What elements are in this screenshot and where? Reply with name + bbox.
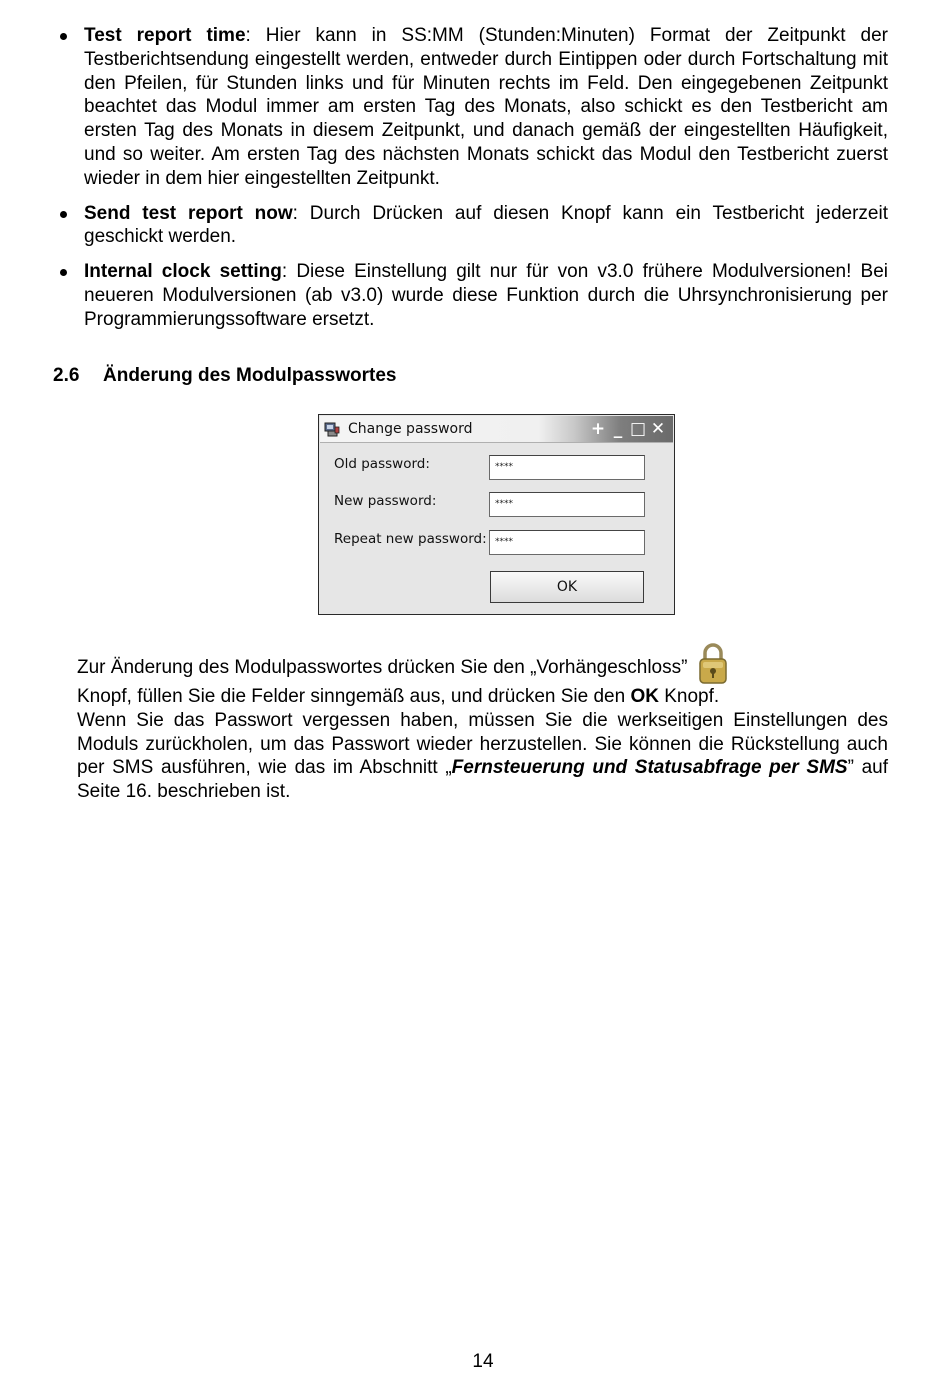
app-icon — [324, 421, 340, 437]
bullet-term: Test report time — [84, 25, 246, 46]
change-password-dialog — [318, 414, 675, 615]
paragraph-text: Knopf, füllen Sie die Felder sinngemäß aus, und drücken Sie den — [77, 686, 631, 707]
paragraph-line-3 — [77, 709, 888, 804]
minimize-icon[interactable]: _ — [613, 419, 623, 439]
old-password-label: Old password: — [334, 456, 430, 472]
repeat-password-label: Repeat new password: — [334, 531, 487, 547]
ok-button[interactable]: OK — [490, 571, 644, 603]
repeat-password-input[interactable]: **** — [489, 530, 645, 555]
section-heading — [53, 364, 396, 388]
bullet-text: : Diese Einstellung gilt nur für von v3.0 frühere Modulversionen! Bei neueren Modulversionen (ab v3.0) wurde diese Funktion durch die Uhrsynchronisierung per Programmierungssoftware ersetzt. — [84, 261, 889, 330]
paragraph-text: Zur Änderung des Modulpasswortes drücken Sie den „Vorhängeschloss” — [77, 657, 688, 678]
bullet-internal-clock-setting — [84, 260, 888, 331]
bullet-send-test-report-now — [84, 202, 888, 250]
new-password-input[interactable]: **** — [489, 492, 645, 517]
padlock-icon — [697, 641, 729, 685]
window-controls — [589, 419, 667, 439]
old-password-input[interactable]: **** — [489, 455, 645, 480]
dialog-title: Change password — [348, 421, 473, 437]
ok-word: OK — [630, 686, 659, 707]
bullet-text: : Durch Drücken auf diesen Knopf kann ein Testbericht jederzeit geschickt werden. — [84, 202, 888, 248]
section-number: 2.6 — [53, 365, 80, 386]
paragraph-line-1 — [77, 641, 888, 685]
bullet-dot — [60, 211, 67, 218]
maximize-icon[interactable]: □ — [629, 419, 647, 439]
bullet-text: : Hier kann in SS:MM (Stunden:Minuten) Format der Zeitpunkt der Testberichtsendung eingestellt werden, entweder durch Eintippen oder durch Fortschaltung mit den Pfeilen, für Stunden links und für Minuten rechts im Feld. Den eingegebenen Zeitpunkt beachtet das Modul immer am ersten Tag des Monats, also schickt es den Testbericht am ersten Tag des Monats in diesem Zeitpunkt, und danach gemäß der eingestellten Häufigkeit, und so weiter. Am ersten Tag des nächsten Monats schickt das Modul den Testbericht zuerst wieder in dem hier eingestellten Zeitpunkt. — [84, 25, 888, 189]
close-icon[interactable]: ✕ — [650, 419, 666, 439]
section-reference: Fernsteuerung und Statusabfrage per SMS — [451, 757, 848, 779]
page-number: 14 — [472, 1351, 494, 1372]
new-password-label: New password: — [334, 493, 437, 509]
bullet-dot — [60, 33, 67, 40]
bullet-list — [84, 24, 888, 343]
bullet-test-report-time — [84, 24, 888, 191]
body-paragraph — [77, 641, 888, 804]
bullet-term: Send test report now — [84, 202, 293, 224]
bullet-term: Internal clock setting — [84, 261, 282, 283]
paragraph-text: Knopf. — [658, 686, 720, 707]
bullet-dot — [60, 269, 67, 276]
section-title: Änderung des Modulpasswortes — [103, 365, 397, 386]
pin-icon[interactable]: + — [590, 419, 606, 439]
paragraph-text: ” auf Seite 16. beschrieben ist. — [77, 757, 888, 803]
paragraph-text: Wenn Sie das Passwort vergessen haben, müssen Sie die werkseitigen Einstellungen des Moduls zurückholen, um das Passwort wieder herzustellen. Sie können die Rückstellung auch per SMS ausführen, wie das im Abschnitt „ — [77, 709, 888, 779]
dialog-titlebar[interactable] — [320, 416, 673, 443]
paragraph-line-2 — [77, 685, 888, 709]
